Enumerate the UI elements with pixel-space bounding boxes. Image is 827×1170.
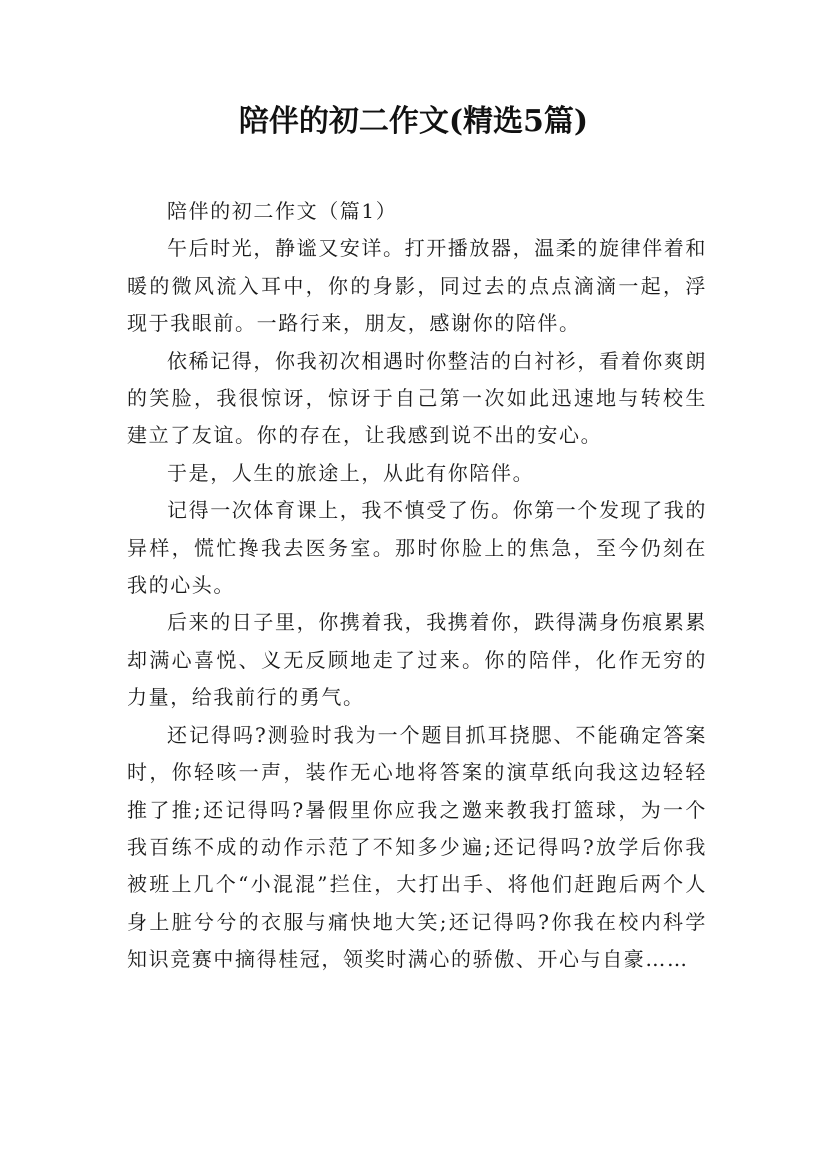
paragraph: 后来的日子里，你携着我，我携着你，跌得满身伤痕累累却满心喜悦、义无反顾地走了过来。你的陪伴，化作无穷的力量，给我前行的勇气。 bbox=[127, 610, 707, 710]
section-heading: 陪伴的初二作文（篇1） bbox=[167, 199, 398, 223]
paragraph: 记得一次体育课上，我不慎受了伤。你第一个发现了我的异样，慌忙搀我去医务室。那时你脸上的焦急，至今仍刻在我的心头。 bbox=[127, 498, 707, 598]
paragraph: 还记得吗?测验时我为一个题目抓耳挠腮、不能确定答案时，你轻咳一声，装作无心地将答案的演草纸向我这边轻轻推了推;还记得吗?暑假里你应我之邀来教我打篮球，为一个我百练不成的动作示范了不知多少遍;还记得吗?放学后你我被班上几个“小混混”拦住，大打出手、将他们赶跑后两个人身上脏兮兮的衣服与痛快地大笑;还记得吗?你我在校内科学知识竞赛中摘得桂冠，领奖时满心的骄傲、开心与自豪…… bbox=[127, 722, 707, 972]
paragraph: 于是，人生的旅途上，从此有你陪伴。 bbox=[167, 460, 535, 485]
paragraph: 午后时光，静谧又安详。打开播放器，温柔的旋律伴着和暖的微风流入耳中，你的身影，同过去的点点滴滴一起，浮现于我眼前。一路行来，朋友，感谢你的陪伴。 bbox=[127, 236, 707, 336]
document-title: 陪伴的初二作文(精选5篇) bbox=[238, 104, 589, 139]
document-body bbox=[127, 193, 707, 979]
paragraph: 依稀记得，你我初次相遇时你整洁的白衬衫，看着你爽朗的笑脸，我很惊讶，惊讶于自己第一次如此迅速地与转校生建立了友谊。你的存在，让我感到说不出的安心。 bbox=[127, 348, 707, 448]
